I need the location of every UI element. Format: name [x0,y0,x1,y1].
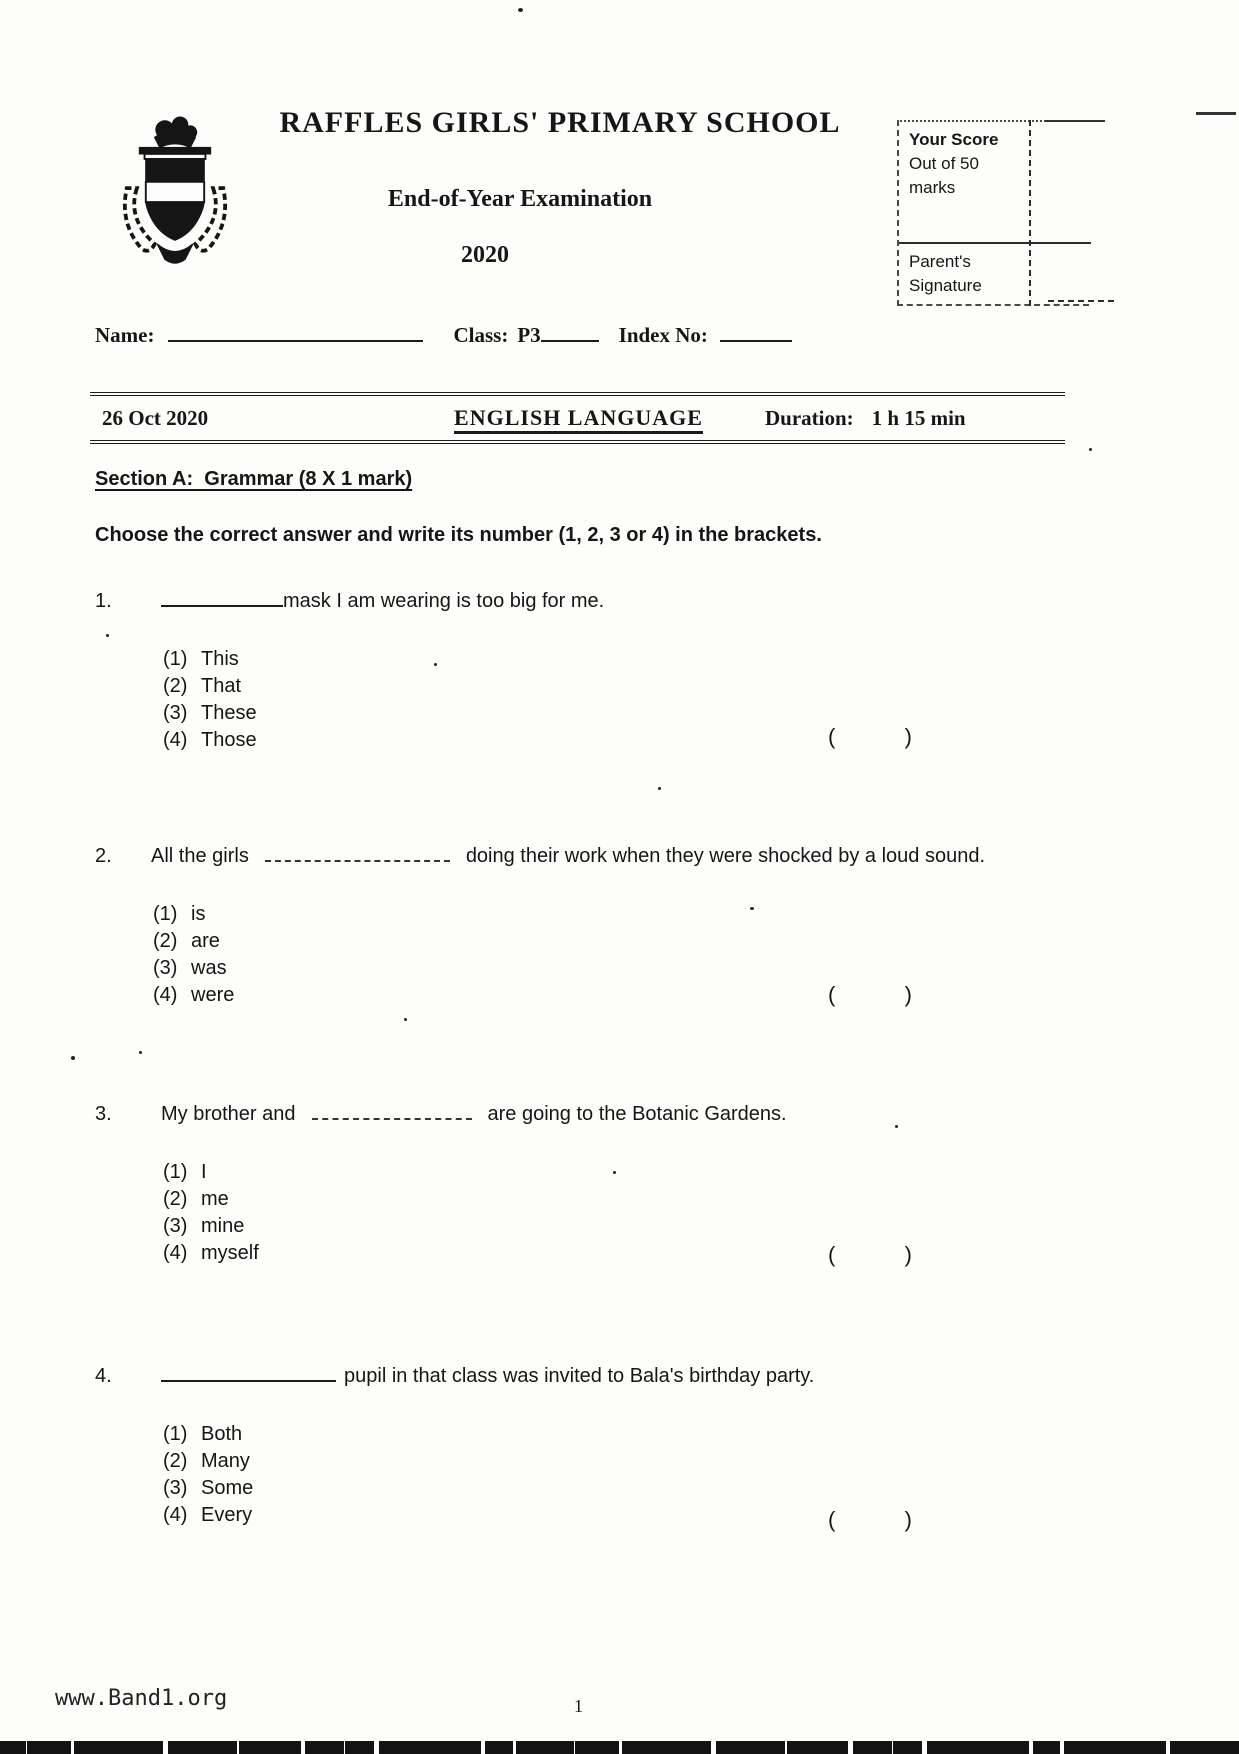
section-a-heading: Section A: Grammar (8 X 1 mark) [95,468,413,490]
question-1-stem [95,585,1125,615]
option-number: (4) [163,1242,188,1264]
option-label: Many [201,1450,250,1472]
bracket-close: ) [904,982,912,1007]
option-label: That [201,675,242,697]
option-label: This [201,648,239,670]
option-row [153,955,1125,982]
score-label-rest: Out of 50 marks [909,154,979,197]
option-label: Some [201,1477,254,1499]
class-value: P3 [517,323,541,347]
option-number: (4) [163,729,188,751]
score-label-cell [909,128,1009,200]
option-number: (3) [163,1477,188,1499]
section-a-instruction: Choose the correct answer and write its number (1, 2, 3 or 4) in the brackets. [95,524,822,546]
question-2-options [153,901,1125,1009]
scan-speck [518,8,523,12]
exam-year: 2020 [461,242,509,268]
answer-bracket [828,723,912,750]
stem-after-blank: pupil in that class was invited to Bala's birthday party. [344,1365,815,1387]
question-2 [95,840,1125,1009]
question-1-options [163,646,1125,754]
option-row [153,982,1125,1009]
answer-bracket [828,1241,912,1268]
option-label: Every [201,1504,253,1526]
option-label: were [191,984,235,1006]
option-row [163,1475,1125,1502]
option-row [163,1186,1125,1213]
question-1 [95,585,1125,754]
bracket-close: ) [904,724,912,749]
student-info-row [95,320,1095,348]
option-number: (4) [163,1504,188,1526]
bracket-open: ( [828,982,836,1007]
bracket-close: ) [904,1507,912,1532]
scan-speck [1089,448,1092,451]
option-row [163,673,1125,700]
question-4-stem [95,1360,1125,1390]
stem-after-blank: are going to the Botanic Gardens. [487,1103,787,1125]
exam-date: 26 Oct 2020 [102,405,209,430]
question-number: 1. [95,590,112,612]
option-number: (1) [163,1161,188,1183]
stem-blank [161,585,283,607]
stem-after-blank: doing their work when they were shocked by a loud sound. [465,845,986,867]
option-number: (1) [163,1423,188,1445]
option-number: (1) [153,903,178,925]
option-number: (3) [153,957,178,979]
name-blank [168,320,423,342]
option-number: (3) [163,702,188,724]
option-label: are [191,930,220,952]
answer-bracket [828,1506,912,1533]
exam-subject-text: ENGLISH LANGUAGE [454,405,703,434]
duration-value: 1 h 15 min [871,405,966,430]
option-row [163,727,1125,754]
option-label: These [201,702,257,724]
option-number: (4) [153,984,178,1006]
scan-speck [613,1171,616,1174]
option-row [163,1502,1125,1529]
option-number: (2) [153,930,178,952]
option-number: (2) [163,1188,188,1210]
stem-before-blank: My brother and [161,1103,296,1125]
option-row [163,1448,1125,1475]
score-box-divider-vertical [1029,120,1031,306]
score-label-bold: Your Score [909,130,999,149]
name-label: Name: [95,323,155,347]
question-3 [95,1098,1125,1267]
option-number: (2) [163,1450,188,1472]
question-4-options [163,1421,1125,1529]
scan-speck [750,907,754,910]
option-label: myself [201,1242,259,1264]
scan-speck [106,634,109,637]
scan-speck [434,663,437,666]
option-row [153,928,1125,955]
bracket-open: ( [828,1507,836,1532]
parent-signature-label: Parent's Signature [909,252,982,295]
stem-blank [265,840,450,862]
scan-speck [658,787,661,790]
score-box [897,120,1089,306]
class-blank [541,320,599,342]
option-label: I [201,1161,207,1183]
option-number: (2) [163,675,188,697]
option-row [163,700,1125,727]
answer-bracket [828,981,912,1008]
score-box-divider-horizontal [899,242,1091,244]
question-number: 4. [95,1365,112,1387]
option-label: Both [201,1423,243,1445]
scan-speck [895,1125,898,1128]
question-3-stem [95,1098,1125,1128]
option-row [163,1213,1125,1240]
scan-line-artifact [1048,300,1114,302]
exam-duration [765,406,1065,431]
bracket-open: ( [828,724,836,749]
scan-speck [404,1018,407,1021]
option-label: mine [201,1215,245,1237]
footer-website: www.Band1.org [55,1686,228,1711]
scan-speck [139,1051,142,1054]
question-number: 3. [95,1103,112,1125]
option-label: is [191,903,206,925]
option-row [163,1421,1125,1448]
stem-before-blank: All the girls [151,845,249,867]
exam-title: End-of-Year Examination [387,186,653,212]
option-number: (3) [163,1215,188,1237]
question-2-stem [95,840,1125,870]
index-no-label: Index No: [618,323,708,347]
scan-speck [71,1056,75,1060]
option-row [163,646,1125,673]
option-label: was [191,957,227,979]
school-name: RAFFLES GIRLS' PRIMARY SCHOOL [279,106,841,139]
class-label: Class: [453,323,509,347]
stem-blank [312,1098,472,1120]
option-label: me [201,1188,229,1210]
scan-line-artifact [1045,120,1105,122]
page-number: 1 [574,1696,583,1716]
option-number: (1) [163,648,188,670]
option-label: Those [201,729,257,751]
stem-blank [161,1360,336,1382]
option-row [163,1159,1125,1186]
stem-after-blank: mask I am wearing is too big for me. [283,590,605,612]
duration-label: Duration: [765,405,854,430]
exam-subject [392,405,765,431]
question-4 [95,1360,1125,1532]
bracket-open: ( [828,1242,836,1267]
option-row [163,1240,1125,1267]
option-row [153,901,1125,928]
index-no-blank [720,320,792,342]
bracket-close: ) [904,1242,912,1267]
question-number: 2. [95,845,112,867]
scan-line-artifact [1196,112,1236,115]
school-crest-logo [110,112,240,277]
question-3-options [163,1159,1125,1267]
scan-noise-strip [0,1741,1239,1754]
exam-info-bar [90,392,1065,444]
